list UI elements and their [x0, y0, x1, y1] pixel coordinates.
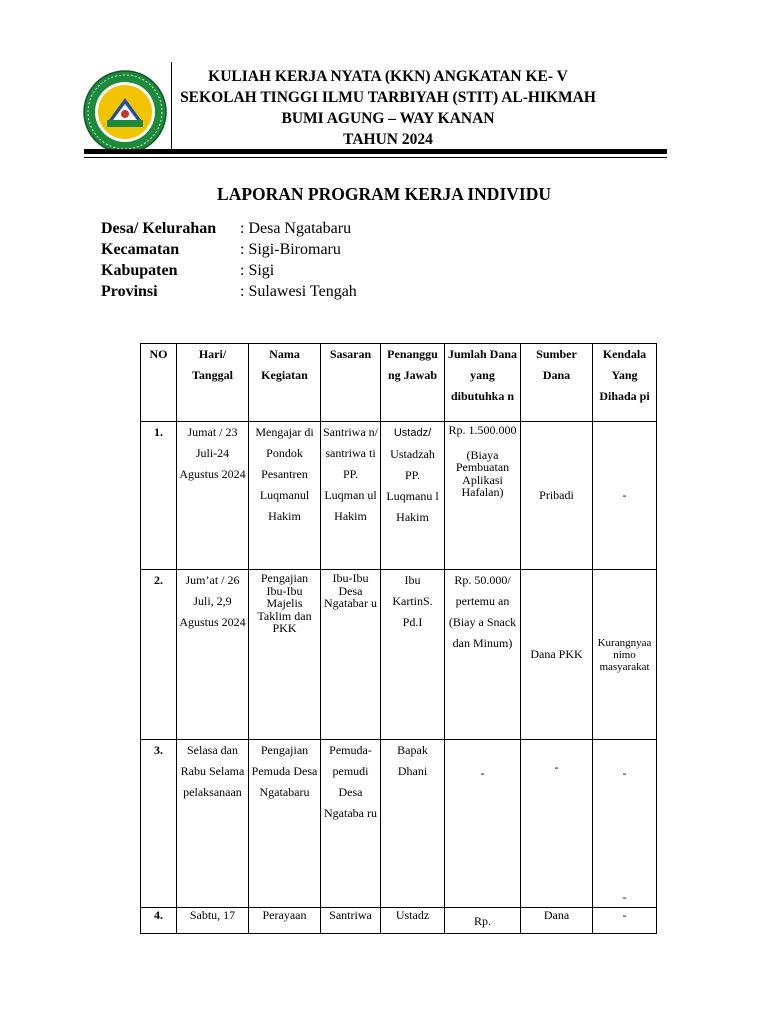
info-label: Provinsi [101, 283, 158, 300]
cell-kegiatan: Perayaan [249, 908, 321, 934]
table-row [141, 422, 657, 570]
cell-no: 2. [141, 570, 177, 740]
cell-jumlah-dana [445, 422, 521, 570]
cell-jumlah-dana: Rp. [445, 908, 521, 934]
cell-kendala [593, 740, 657, 908]
info-value: : Sulawesi Tengah [240, 283, 357, 300]
cell-sumber-dana: Dana [521, 908, 593, 934]
institution-logo [83, 70, 167, 154]
pj-rest: Ustadzah PP. Luqmanu l Hakim [386, 447, 439, 524]
info-label: Desa/ Kelurahan [101, 220, 217, 237]
letterhead-line-1: KULIAH KERJA NYATA (KKN) ANGKATAN KE- V [208, 68, 568, 85]
letterhead [172, 66, 604, 150]
cell-no: 3. [141, 740, 177, 908]
header-no: NO [141, 344, 177, 422]
info-value: : Sigi [240, 262, 275, 279]
cell-no: 1. [141, 422, 177, 570]
report-title: LAPORAN PROGRAM KERJA INDIVIDU [217, 184, 551, 204]
header-jumlah-dana: Jumlah Dana yang dibutuhka n [445, 344, 521, 422]
table-row [141, 740, 657, 908]
info-value: : Sigi-Biromaru [240, 241, 341, 258]
cell-penanggung-jawab: Ibu KartinS. Pd.I [381, 570, 445, 740]
letterhead-line-4: TAHUN 2024 [343, 131, 433, 148]
cell-sasaran: Santriwa [321, 908, 381, 934]
cell-tanggal: Sabtu, 17 [177, 908, 249, 934]
cell-kegiatan: Mengajar di Pondok Pesantren Luqmanul Hakim [249, 422, 321, 570]
header-penanggung-jawab: Penanggu ng Jawab [381, 344, 445, 422]
header-sumber-dana: Sumber Dana [521, 344, 593, 422]
info-label: Kabupaten [101, 262, 178, 279]
kendala-top: - [622, 766, 627, 780]
pj-ustadz: Ustadz/ [393, 427, 432, 439]
cell-kendala: - [593, 908, 657, 934]
cell-penanggung-jawab: Ustadz [381, 908, 445, 934]
letterhead-line-3: BUMI AGUNG – WAY KANAN [281, 110, 495, 127]
cell-tanggal: Jum’at / 26 Juli, 2,9 Agustus 2024 [177, 570, 249, 740]
cell-kendala: - [593, 422, 657, 570]
location-info [101, 218, 357, 302]
info-value: : Desa Ngatabaru [240, 220, 352, 237]
dana-amount: Rp. 1.500.000 [448, 423, 517, 437]
letterhead-rule-thin [84, 157, 667, 158]
cell-sumber-dana: - [521, 740, 593, 908]
info-row-kecamatan [101, 239, 357, 260]
table-header-row [141, 344, 657, 422]
table-row [141, 908, 657, 934]
dana-note: (Biaya Pembuatan Aplikasi Hafalan) [455, 447, 510, 499]
cell-jumlah-dana: - [445, 740, 521, 908]
cell-sumber-dana: Pribadi [521, 422, 593, 570]
header-kegiatan: Nama Kegiatan [249, 344, 321, 422]
info-row-provinsi [101, 281, 357, 302]
letterhead-line-2: SEKOLAH TINGGI ILMU TARBIYAH (STIT) AL-HIKMAH [180, 89, 596, 106]
cell-penanggung-jawab: Bapak Dhani [381, 740, 445, 908]
cell-tanggal: Jumat / 23 Juli-24 Agustus 2024 [177, 422, 249, 570]
cell-jumlah-dana: Rp. 50.000/ pertemu an (Biay a Snack dan Minum) [445, 570, 521, 740]
cell-tanggal: Selasa dan Rabu Selama pelaksanaan [177, 740, 249, 908]
cell-kendala: Kurangnyaa nimo masyarakat [593, 570, 657, 740]
header-tanggal: Hari/ Tanggal [177, 344, 249, 422]
cell-sasaran: Santriwa n/ santriwa ti PP. Luqman ul Hakim [321, 422, 381, 570]
info-row-kabupaten [101, 260, 357, 281]
cell-kegiatan: Pengajian Pemuda Desa Ngatabaru [249, 740, 321, 908]
cell-sasaran: Pemuda- pemudi Desa Ngataba ru [321, 740, 381, 908]
program-table [140, 343, 657, 934]
header-kendala: Kendala Yang Dihada pi [593, 344, 657, 422]
cell-kegiatan: Pengajian Ibu-Ibu Majelis Taklim dan PKK [249, 570, 321, 740]
cell-sumber-dana: Dana PKK [521, 570, 593, 740]
letterhead-rule-thick [84, 149, 667, 154]
cell-sasaran: Ibu-Ibu Desa Ngatabar u [321, 570, 381, 740]
header-sasaran: Sasaran [321, 344, 381, 422]
kendala-bottom: - [622, 890, 627, 904]
table-row [141, 570, 657, 740]
info-label: Kecamatan [101, 241, 180, 258]
cell-penanggung-jawab [381, 422, 445, 570]
info-row-desa [101, 218, 357, 239]
cell-no: 4. [141, 908, 177, 934]
